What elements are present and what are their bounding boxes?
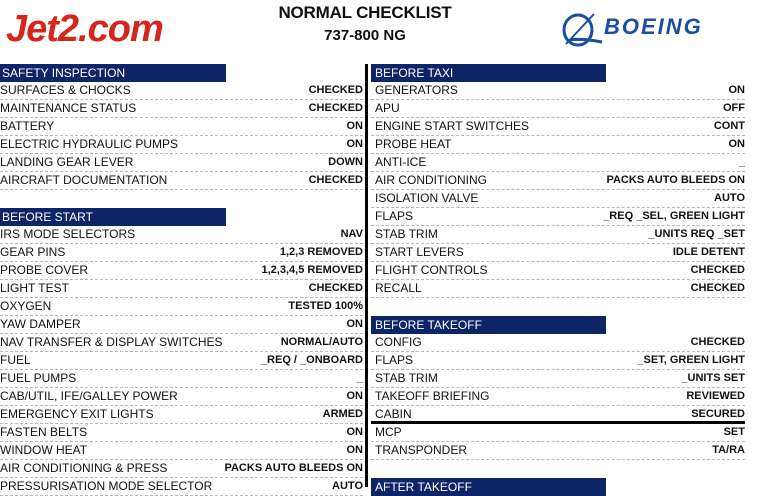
checklist-row bbox=[0, 280, 363, 298]
item-label: PROBE HEAT bbox=[375, 137, 452, 151]
column-divider bbox=[365, 64, 368, 487]
checklist-row bbox=[371, 136, 745, 154]
item-label: STAB TRIM bbox=[375, 371, 438, 385]
item-label: FLAPS bbox=[375, 353, 414, 367]
checklist-row bbox=[371, 388, 745, 406]
item-label: LIGHT TEST bbox=[0, 281, 69, 295]
item-label: FLIGHT CONTROLS bbox=[375, 263, 488, 277]
checklist-row bbox=[371, 226, 745, 244]
checklist-row bbox=[371, 172, 745, 190]
item-label: ANTI-ICE bbox=[375, 155, 427, 169]
jet2-logo: Jet2.com bbox=[6, 8, 163, 50]
item-value: OFF bbox=[723, 102, 745, 114]
item-label: CONFIG bbox=[375, 335, 422, 349]
item-label: TAKEOFF BRIEFING bbox=[375, 389, 490, 403]
checklist-row bbox=[0, 442, 363, 460]
checklist-row bbox=[0, 316, 363, 334]
checklist-row bbox=[0, 172, 363, 190]
checklist-row bbox=[0, 424, 363, 442]
item-value: PACKS AUTO BLEEDS ON bbox=[606, 174, 745, 186]
item-value: _REQ / _ONBOARD bbox=[260, 354, 363, 366]
item-value: _UNITS SET bbox=[681, 372, 745, 384]
section-spacer bbox=[0, 190, 363, 208]
checklist-row bbox=[0, 478, 363, 496]
item-value: NORMAL/AUTO bbox=[280, 336, 363, 348]
checklist-row bbox=[0, 244, 363, 262]
checklist-row bbox=[371, 244, 745, 262]
page-subtitle: 737-800 NG bbox=[324, 27, 406, 44]
checklist-row bbox=[0, 154, 363, 172]
checklist-row bbox=[0, 406, 363, 424]
item-value: CHECKED bbox=[308, 84, 363, 96]
item-label: FLAPS bbox=[375, 209, 414, 223]
item-value: ON bbox=[346, 426, 363, 438]
item-value: DOWN bbox=[328, 156, 363, 168]
section-spacer bbox=[371, 460, 745, 478]
item-label: PROBE COVER bbox=[0, 263, 89, 277]
item-label: RECALL bbox=[375, 281, 422, 295]
checklist-row bbox=[0, 388, 363, 406]
checklist-row bbox=[0, 100, 363, 118]
item-label: AIRCRAFT DOCUMENTATION bbox=[0, 173, 168, 187]
checklist-row bbox=[0, 370, 363, 388]
checklist-row bbox=[371, 154, 745, 172]
item-value: CHECKED bbox=[690, 264, 745, 276]
item-label: MCP bbox=[375, 425, 402, 439]
section-spacer bbox=[371, 298, 745, 316]
item-label: LANDING GEAR LEVER bbox=[0, 155, 134, 169]
checklist-row bbox=[371, 208, 745, 226]
item-label: GEAR PINS bbox=[0, 245, 66, 259]
item-label: WINDOW HEAT bbox=[0, 443, 88, 457]
checklist-row bbox=[371, 190, 745, 208]
item-label: FUEL PUMPS bbox=[0, 371, 77, 385]
page-title: NORMAL CHECKLIST bbox=[278, 3, 452, 22]
item-value: ON bbox=[728, 138, 745, 150]
checklist-row bbox=[371, 334, 745, 352]
checklist-row bbox=[371, 100, 745, 118]
item-label: OXYGEN bbox=[0, 299, 52, 313]
item-label: MAINTENANCE STATUS bbox=[0, 101, 137, 115]
section-header-safety-inspection: SAFETY INSPECTION bbox=[0, 64, 226, 82]
item-value: CHECKED bbox=[690, 336, 745, 348]
item-value: CHECKED bbox=[308, 174, 363, 186]
item-value: IDLE DETENT bbox=[672, 246, 745, 258]
boeing-wordmark: BOEING bbox=[604, 14, 703, 39]
item-value: ON bbox=[346, 444, 363, 456]
section-header-after-takeoff: AFTER TAKEOFF bbox=[371, 478, 606, 496]
item-label: PRESSURISATION MODE SELECTOR bbox=[0, 479, 213, 493]
checklist-row bbox=[371, 82, 745, 100]
item-value: CHECKED bbox=[308, 282, 363, 294]
item-value: CHECKED bbox=[308, 102, 363, 114]
item-value: AUTO bbox=[714, 192, 745, 204]
item-value: TESTED 100% bbox=[288, 300, 363, 312]
item-label: AIR CONDITIONING & PRESS bbox=[0, 461, 168, 475]
item-value: _ bbox=[738, 156, 745, 168]
left-column bbox=[0, 64, 363, 496]
item-label: IRS MODE SELECTORS bbox=[0, 227, 136, 241]
checklist-row bbox=[0, 460, 363, 478]
checklist-row bbox=[0, 226, 363, 244]
item-label: SURFACES & CHOCKS bbox=[0, 83, 131, 97]
checklist-row bbox=[371, 118, 745, 136]
section-header-before-start: BEFORE START bbox=[0, 208, 226, 226]
item-value: REVIEWED bbox=[686, 390, 745, 402]
checklist-row bbox=[0, 334, 363, 352]
item-label: FUEL bbox=[0, 353, 31, 367]
section-header-before-taxi: BEFORE TAXI bbox=[371, 64, 606, 82]
checklist-row bbox=[371, 370, 745, 388]
item-value: SECURED bbox=[691, 408, 745, 420]
checklist-row bbox=[371, 424, 745, 442]
item-value: _ bbox=[356, 372, 363, 384]
item-value: _UNITS REQ _SET bbox=[648, 228, 745, 240]
item-label: NAV TRANSFER & DISPLAY SWITCHES bbox=[0, 335, 223, 349]
item-value: CONT bbox=[713, 120, 745, 132]
item-label: YAW DAMPER bbox=[0, 317, 81, 331]
item-value: ON bbox=[346, 138, 363, 150]
item-label: CAB/UTIL, IFE/GALLEY POWER bbox=[0, 389, 178, 403]
item-value: NAV bbox=[340, 228, 363, 240]
item-value: ARMED bbox=[322, 408, 363, 420]
item-value: ON bbox=[346, 318, 363, 330]
item-label: FASTEN BELTS bbox=[0, 425, 88, 439]
item-label: CABIN bbox=[375, 407, 412, 421]
title-block bbox=[255, 0, 475, 45]
boeing-logo bbox=[560, 10, 740, 50]
checklist-row bbox=[371, 352, 745, 370]
item-label: TRANSPONDER bbox=[375, 443, 468, 457]
item-label: START LEVERS bbox=[375, 245, 464, 259]
section-header-before-takeoff: BEFORE TAKEOFF bbox=[371, 316, 606, 334]
item-label: ENGINE START SWITCHES bbox=[375, 119, 530, 133]
item-value: ON bbox=[346, 390, 363, 402]
item-label: APU bbox=[375, 101, 400, 115]
item-label: STAB TRIM bbox=[375, 227, 438, 241]
item-value: _SET, GREEN LIGHT bbox=[637, 354, 745, 366]
item-label: EMERGENCY EXIT LIGHTS bbox=[0, 407, 154, 421]
boeing-globe-icon bbox=[560, 10, 604, 50]
item-value: TA/RA bbox=[712, 444, 745, 456]
item-label: ISOLATION VALVE bbox=[375, 191, 479, 205]
item-label: BATTERY bbox=[0, 119, 55, 133]
checklist-row bbox=[0, 352, 363, 370]
checklist-row bbox=[371, 262, 745, 280]
checklist-row bbox=[0, 136, 363, 154]
item-label: GENERATORS bbox=[375, 83, 458, 97]
checklist-row bbox=[371, 280, 745, 298]
item-value: SET bbox=[723, 426, 745, 438]
item-label: AIR CONDITIONING bbox=[375, 173, 488, 187]
item-value: ON bbox=[728, 84, 745, 96]
item-value: 1,2,3 REMOVED bbox=[279, 246, 363, 258]
checklist-row bbox=[0, 82, 363, 100]
checklist-row bbox=[371, 442, 745, 460]
checklist-row bbox=[0, 262, 363, 280]
item-value: _REQ _SEL, GREEN LIGHT bbox=[603, 210, 745, 222]
item-value: ON bbox=[346, 120, 363, 132]
item-value: 1,2,3,4,5 REMOVED bbox=[261, 264, 363, 276]
item-value: CHECKED bbox=[690, 282, 745, 294]
right-column bbox=[371, 64, 745, 496]
item-value: AUTO bbox=[332, 480, 363, 492]
item-value: PACKS AUTO BLEEDS ON bbox=[224, 462, 363, 474]
item-label: ELECTRIC HYDRAULIC PUMPS bbox=[0, 137, 179, 151]
checklist-row bbox=[371, 406, 745, 424]
checklist-row bbox=[0, 118, 363, 136]
checklist-row bbox=[0, 298, 363, 316]
